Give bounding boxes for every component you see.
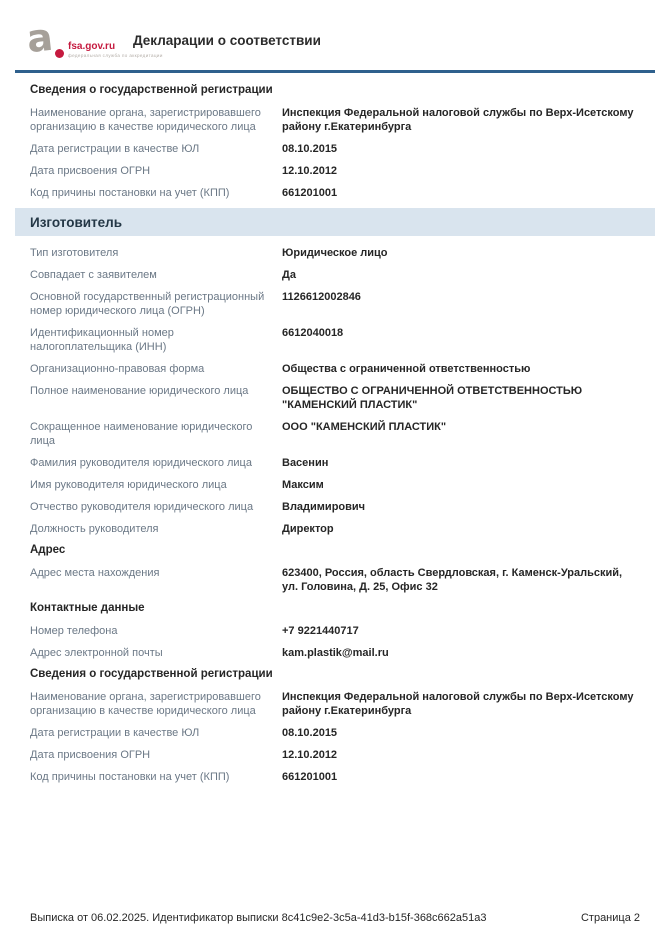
field-label: Дата присвоения ОГРН bbox=[30, 749, 151, 761]
field-value: Максим bbox=[282, 479, 324, 491]
logo-tagline: федеральная служба по аккредитации bbox=[68, 53, 163, 58]
field-label: Дата регистрации в качестве ЮЛ bbox=[30, 143, 200, 155]
field-value: 08.10.2015 bbox=[282, 143, 338, 155]
table-row bbox=[15, 770, 655, 784]
field-value: Директор bbox=[282, 523, 334, 535]
table-row bbox=[15, 522, 655, 536]
table-row bbox=[15, 646, 655, 660]
field-label: Основной государственный регистрационный номер юридического лица (ОГРН) bbox=[30, 291, 265, 317]
field-value: kam.plastik@mail.ru bbox=[282, 647, 389, 659]
field-label: Адрес места нахождения bbox=[30, 567, 160, 579]
field-value: 661201001 bbox=[282, 187, 338, 199]
table-row bbox=[15, 456, 655, 470]
field-label: Фамилия руководителя юридического лица bbox=[30, 457, 252, 469]
table-row bbox=[15, 384, 655, 412]
field-label: Код причины постановки на учет (КПП) bbox=[30, 187, 230, 199]
table-row bbox=[15, 106, 655, 134]
table-row bbox=[15, 478, 655, 492]
field-label: Имя руководителя юридического лица bbox=[30, 479, 227, 491]
table-row bbox=[15, 142, 655, 156]
field-label: Должность руководителя bbox=[30, 523, 159, 535]
section-band-manufacturer: Изготовитель bbox=[15, 208, 655, 236]
table-row bbox=[15, 290, 655, 318]
table-row bbox=[15, 500, 655, 514]
field-label: Тип изготовителя bbox=[30, 247, 119, 259]
field-label: Дата присвоения ОГРН bbox=[30, 165, 151, 177]
field-value: Общества с ограниченной ответственностью bbox=[282, 363, 531, 375]
field-label: Адрес электронной почты bbox=[30, 647, 163, 659]
field-value: +7 9221440717 bbox=[282, 625, 359, 637]
section-heading-registration-2: Сведения о государственной регистрации bbox=[30, 668, 273, 680]
field-value: 12.10.2012 bbox=[282, 749, 338, 761]
table-row bbox=[15, 748, 655, 762]
document-content bbox=[15, 76, 655, 792]
field-value: 6612040018 bbox=[282, 327, 344, 339]
field-value: Инспекция Федеральной налоговой службы по Верх-Исетскому району г.Екатеринбурга bbox=[282, 691, 634, 717]
field-value: 1126612002846 bbox=[282, 291, 361, 303]
section-heading-address: Адрес bbox=[30, 544, 66, 556]
field-label: Отчество руководителя юридического лица bbox=[30, 501, 254, 513]
field-label: Идентификационный номер налогоплательщика (ИНН) bbox=[30, 327, 174, 353]
section-heading-contacts: Контактные данные bbox=[30, 602, 145, 614]
logo-dot-icon bbox=[55, 49, 64, 58]
field-value: Васенин bbox=[282, 457, 329, 469]
field-value: 08.10.2015 bbox=[282, 727, 338, 739]
table-row bbox=[15, 268, 655, 282]
header-divider bbox=[15, 70, 655, 73]
logo-site-text: fsa.gov.ru bbox=[68, 41, 116, 52]
field-label: Код причины постановки на учет (КПП) bbox=[30, 771, 230, 783]
field-value: 623400, Россия, область Свердловская, г. Каменск-Уральский, ул. Головина, Д. 25, Офис 32 bbox=[282, 567, 623, 593]
field-value: Юридическое лицо bbox=[282, 247, 388, 259]
footer-page-number: Страница 2 bbox=[580, 912, 640, 924]
table-row bbox=[15, 420, 655, 448]
field-label: Организационно-правовая форма bbox=[30, 363, 205, 375]
table-row bbox=[15, 624, 655, 638]
table-row bbox=[15, 246, 655, 260]
field-label: Сокращенное наименование юридического лица bbox=[30, 421, 253, 447]
field-value: Владимирович bbox=[282, 501, 366, 513]
table-row bbox=[15, 690, 655, 718]
table-row bbox=[15, 326, 655, 354]
field-label: Полное наименование юридического лица bbox=[30, 385, 249, 397]
field-label: Наименование органа, зарегистрировавшего организацию в качестве юридического лица bbox=[30, 691, 261, 717]
table-row bbox=[15, 362, 655, 376]
table-row bbox=[15, 164, 655, 178]
field-label: Совпадает с заявителем bbox=[30, 269, 157, 281]
page-footer bbox=[30, 912, 640, 924]
table-row bbox=[15, 186, 655, 200]
field-value: 661201001 bbox=[282, 771, 338, 783]
page-title: Декларации о соответствии bbox=[133, 33, 321, 48]
field-value: Да bbox=[282, 269, 296, 281]
field-value: 12.10.2012 bbox=[282, 165, 338, 177]
field-value: ООО "КАМЕНСКИЙ ПЛАСТИК" bbox=[282, 421, 447, 433]
field-value: Инспекция Федеральной налоговой службы по Верх-Исетскому району г.Екатеринбурга bbox=[282, 107, 634, 133]
field-label: Номер телефона bbox=[30, 625, 118, 637]
field-label: Дата регистрации в качестве ЮЛ bbox=[30, 727, 200, 739]
field-value: ОБЩЕСТВО С ОГРАНИЧЕННОЙ ОТВЕТСТВЕННОСТЬЮ "КАМЕНСКИЙ ПЛАСТИК" bbox=[282, 385, 583, 411]
table-row bbox=[15, 566, 655, 594]
section-heading-registration-1: Сведения о государственной регистрации bbox=[30, 84, 273, 96]
field-label: Наименование органа, зарегистрировавшего организацию в качестве юридического лица bbox=[30, 107, 261, 133]
fsa-logo-icon: а bbox=[24, 14, 55, 62]
footer-extract-info: Выписка от 06.02.2025. Идентификатор выписки 8c41c9e2-3c5a-41d3-b15f-368c662a51a3 bbox=[30, 912, 487, 924]
table-row bbox=[15, 726, 655, 740]
